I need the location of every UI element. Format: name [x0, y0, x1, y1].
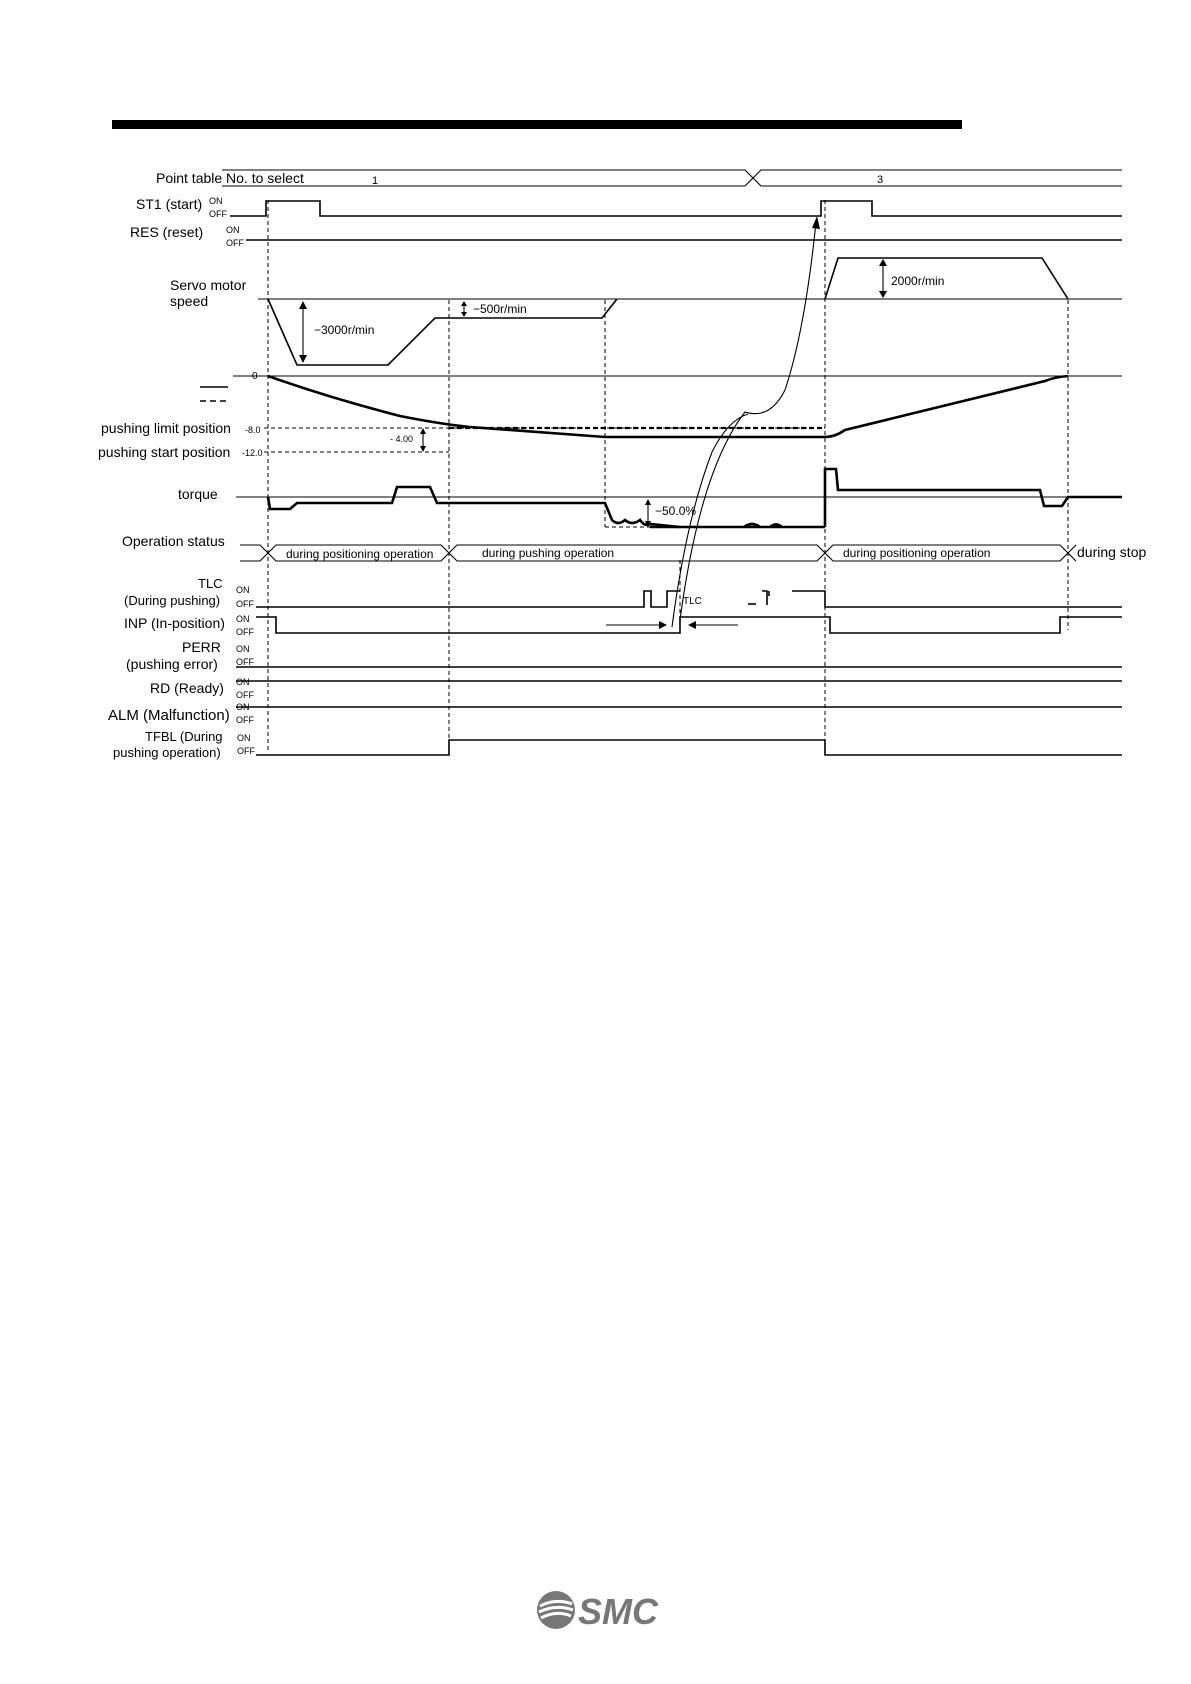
tlc-row	[124, 576, 1122, 609]
op-pos-1: during positioning operation	[286, 547, 434, 561]
tfbl-label-1: TFBL (During	[145, 729, 223, 744]
perr-on: ON	[236, 644, 250, 654]
tlc-off: OFF	[236, 599, 254, 609]
tfbl-row	[113, 729, 1122, 760]
perr-label-2: (pushing error)	[126, 656, 218, 672]
inp-on: ON	[236, 614, 250, 624]
rd-off: OFF	[236, 690, 254, 700]
st1-row	[136, 196, 1122, 219]
causal-arrows	[672, 216, 820, 627]
tlc-label-2: (During pushing)	[124, 593, 221, 608]
tlc-mark: TLC	[683, 596, 702, 607]
op-push: during pushing operation	[482, 546, 615, 560]
perr-off: OFF	[236, 657, 254, 667]
alm-off: OFF	[236, 715, 254, 725]
alm-row	[108, 702, 1122, 725]
tfbl-off: OFF	[237, 746, 255, 756]
torque-label: torque	[178, 486, 218, 502]
st1-on: ON	[209, 196, 223, 206]
header-rule	[112, 120, 962, 129]
op-status-row	[122, 533, 1146, 561]
speed-label-1: Servo motor	[170, 277, 247, 293]
rd-label: RD (Ready)	[150, 680, 224, 696]
speed-row	[170, 258, 1122, 365]
op-pos-2: during positioning operation	[843, 546, 991, 560]
speed-label-2: speed	[170, 293, 209, 309]
torque-row	[178, 469, 1122, 527]
perr-row	[126, 639, 1122, 672]
perr-label-1: PERR	[182, 639, 221, 655]
alm-label: ALM (Malfunction)	[108, 707, 230, 724]
tlc-on: ON	[236, 585, 250, 595]
st1-off: OFF	[209, 209, 227, 219]
res-on: ON	[226, 225, 240, 235]
pos-start: -12.0	[242, 448, 263, 458]
res-off: OFF	[226, 238, 244, 248]
pos-limit: -8.0	[245, 425, 261, 435]
torque-limit: −50.0%	[655, 504, 697, 518]
st1-label: ST1 (start)	[136, 196, 203, 212]
tlc-label-1: TLC	[198, 576, 223, 591]
push-limit-label: pushing limit position	[101, 420, 231, 436]
op-stop: during stop	[1077, 544, 1147, 560]
speed-neg500: −500r/min	[473, 302, 527, 316]
position-row	[98, 371, 1122, 460]
smc-swirl-icon	[537, 1591, 575, 1629]
speed-2000: 2000r/min	[891, 274, 945, 288]
tfbl-label-2: pushing operation)	[113, 745, 221, 760]
inp-off: OFF	[236, 627, 254, 637]
table-no-1: 1	[372, 175, 379, 187]
push-start-label: pushing start position	[98, 444, 231, 460]
alm-on: ON	[236, 702, 250, 712]
smc-logo	[536, 1588, 666, 1632]
tfbl-on: ON	[237, 733, 251, 743]
inp-label: INP (In-position)	[124, 615, 225, 631]
smc-wordmark: SMC	[578, 1591, 658, 1632]
point-table-row	[156, 170, 1122, 187]
res-row	[130, 224, 1122, 248]
point-table-label: Point table No. to select	[156, 170, 304, 186]
pos-zero: 0	[252, 371, 258, 382]
rd-row	[150, 677, 1122, 700]
pos-delta: - 4.00	[390, 434, 414, 444]
speed-neg3000: −3000r/min	[314, 323, 375, 337]
rd-on: ON	[236, 677, 250, 687]
table-no-3: 3	[877, 174, 884, 186]
op-status-label: Operation status	[122, 533, 225, 549]
res-label: RES (reset)	[130, 224, 204, 240]
inp-row	[124, 614, 1122, 637]
